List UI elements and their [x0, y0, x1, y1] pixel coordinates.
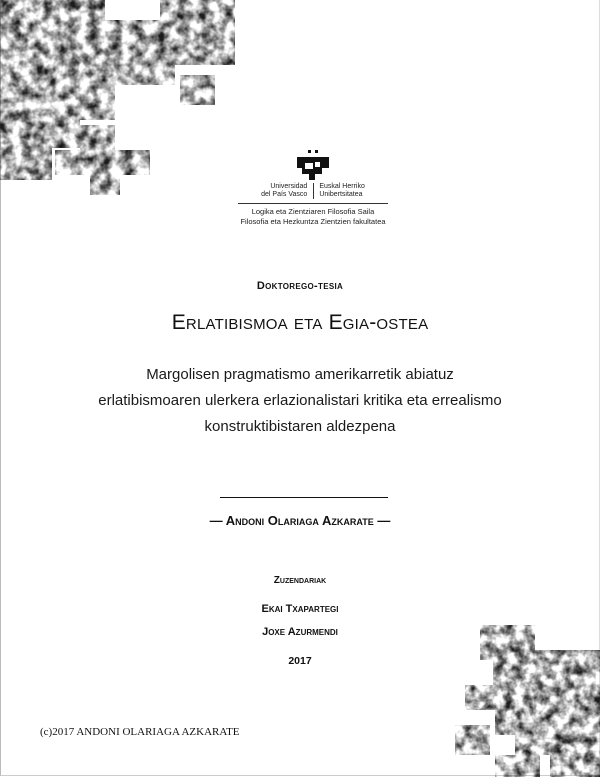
author-rule: [220, 497, 388, 498]
decorative-pattern-top-left: [0, 0, 250, 210]
author-name: — Andoni Olariaga Azkarate —: [209, 513, 391, 528]
directors-label: Zuzendariak: [273, 575, 327, 586]
logo-divider: [238, 203, 388, 204]
thesis-type-label: Doktorego-tesia: [256, 280, 344, 292]
director-name: Ekai Txapartegi: [261, 603, 339, 615]
university-emblem-icon: [293, 150, 333, 180]
director-name: Joxe Azurmendi: [262, 626, 338, 638]
thesis-subtitle: Margolisen pragmatismo amerikarretik abiatuz erlatibismoaren ulerkera erlazionalistari kritika eta errealismo konstruktibistaren aldezpena: [98, 366, 502, 435]
faculty-name: Filosofia eta Hezkuntza Zientzien fakultatea: [240, 217, 386, 226]
university-name-basque: Euskal Herriko Unibertsitatea: [313, 183, 365, 199]
directors-list: [0, 598, 600, 644]
university-names: [228, 183, 398, 199]
thesis-year: 2017: [288, 655, 312, 667]
thesis-title: Erlatibismoa eta Egia-ostea: [171, 311, 429, 334]
university-logo: [228, 150, 398, 227]
department-name: Logika eta Zientziaren Filosofia Saila: [251, 207, 375, 216]
copyright-notice: (c)2017 ANDONI OLARIAGA AZKARATE: [40, 726, 240, 738]
university-name-spanish: Universidad del País Vasco: [261, 183, 308, 198]
